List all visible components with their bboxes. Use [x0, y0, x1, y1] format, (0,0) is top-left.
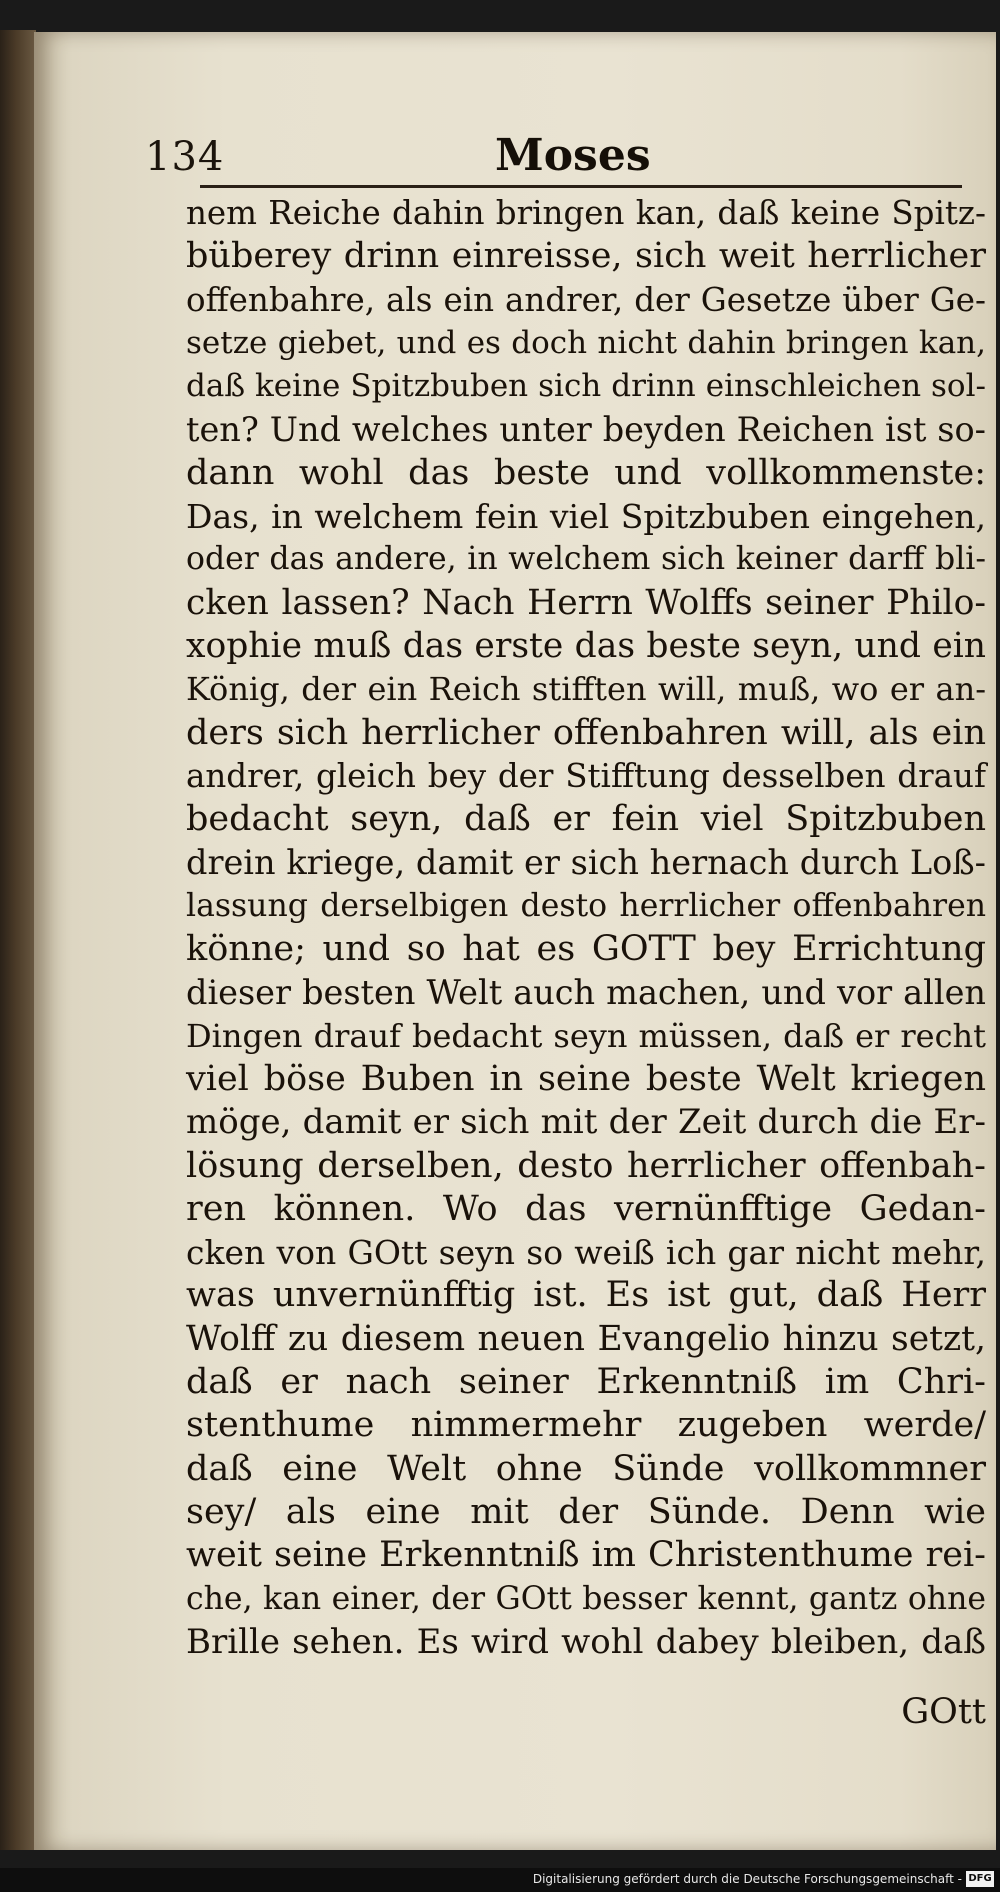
text-line: dieser besten Welt auch machen, und vor allen	[186, 973, 986, 1013]
text-line: offenbahre, als ein andrer, der Gesetze über Ge-	[186, 280, 986, 319]
text-line: daß keine Spitzbuben sich drinn einschleichen sol-	[186, 368, 986, 405]
text-line: cken von GOtt seyn so weiß ich gar nicht mehr,	[186, 1233, 986, 1273]
text-line: Das, in welchem fein viel Spitzbuben eingehen,	[186, 497, 986, 537]
text-line: möge, damit er sich mit der Zeit durch die Er-	[186, 1102, 986, 1143]
text-line: ten? Und welches unter beyden Reichen ist so-	[186, 410, 986, 450]
text-line: drein kriege, damit er sich hernach durch Loß-	[186, 843, 986, 883]
text-line: stenthume nimmermehr zugeben werde/	[186, 1405, 986, 1446]
body-text	[186, 192, 986, 1664]
text-line: dann wohl das beste und vollkommenste:	[186, 452, 986, 493]
text-line: viel böse Buben in seine beste Welt kriegen	[186, 1058, 986, 1099]
text-line: ders sich herrlicher offenbahren will, als ein	[186, 712, 986, 753]
catchword: GOtt	[901, 1692, 986, 1732]
running-head	[145, 130, 965, 182]
text-line: Brille sehen. Es wird wohl dabey bleiben, daß	[186, 1621, 986, 1662]
text-line: könne; und so hat es GOTT bey Errichtung	[186, 929, 986, 970]
text-line: König, der ein Reich stifften will, muß, wo er an-	[186, 670, 986, 709]
page-number: 134	[145, 134, 225, 180]
text-line: Wolff zu diesem neuen Evangelio hinzu setzt,	[186, 1318, 986, 1359]
text-line: weit seine Erkenntniß im Christenthume rei-	[186, 1535, 986, 1576]
text-line: oder das andere, in welchem sich keiner darff bli-	[186, 541, 986, 578]
text-line: andrer, gleich bey der Stifftung desselben drauf	[186, 756, 986, 795]
text-line: bedacht seyn, daß er fein viel Spitzbuben	[186, 799, 986, 840]
book-binding-edge	[0, 30, 36, 1850]
text-line: büberey drinn einreisse, sich weit herrlicher	[186, 236, 986, 277]
text-line: Dingen drauf bedacht seyn müssen, daß er recht	[186, 1016, 986, 1055]
text-line: lassung derselbigen desto herrlicher offenbahren	[186, 887, 986, 924]
text-line: che, kan einer, der GOtt besser kennt, gantz ohne	[186, 1580, 986, 1617]
text-line: sey/ als eine mit der Sünde. Denn wie	[186, 1491, 986, 1532]
text-line: ren können. Wo das vernünfftige Gedan-	[186, 1188, 986, 1229]
text-line: daß er nach seiner Erkenntniß im Chri-	[186, 1362, 986, 1403]
header-rule	[200, 185, 962, 188]
text-line: daß eine Welt ohne Sünde vollkommner	[186, 1448, 986, 1489]
text-line: xophie muß das erste das beste seyn, und ein	[186, 625, 986, 666]
text-line: nem Reiche dahin bringen kan, daß keine Spitz-	[186, 194, 986, 232]
header-title: Moses	[495, 130, 651, 181]
catchword-row	[186, 1692, 986, 1738]
text-line: lösung derselben, desto herrlicher offenbah-	[186, 1145, 986, 1186]
dfg-logo: DFG	[966, 1871, 994, 1887]
text-line: cken lassen? Nach Herrn Wolffs seiner Philo-	[186, 582, 986, 623]
digitization-credit: Digitalisierung gefördert durch die Deutsche Forschungsgemeinschaft -	[532, 1872, 962, 1886]
text-line: setze giebet, und es doch nicht dahin bringen kan,	[186, 324, 986, 361]
text-line: was unvernünfftig ist. Es ist gut, daß Herr	[186, 1275, 986, 1316]
